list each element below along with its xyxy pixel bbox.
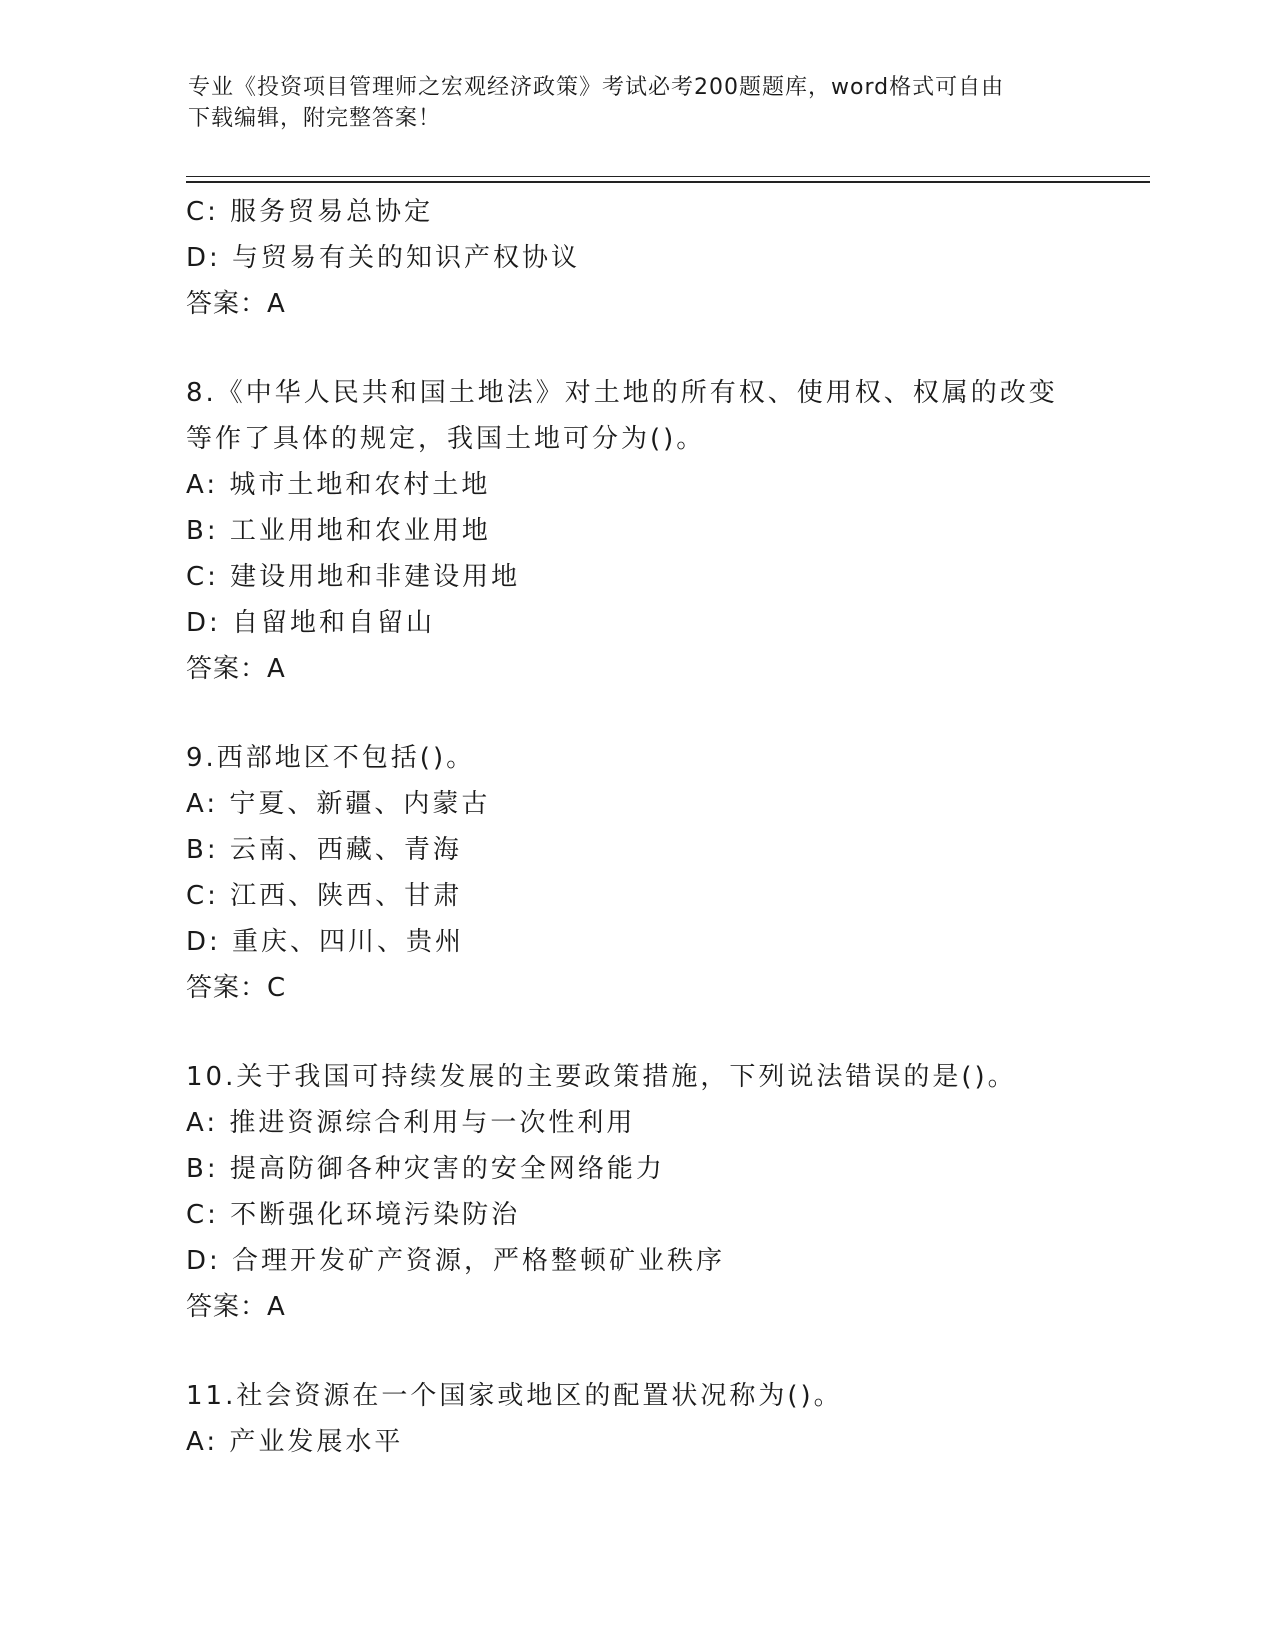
question-block-8 (186, 370, 1086, 692)
spacer (186, 1011, 1086, 1054)
option-c: C: 服务贸易总协定 (186, 197, 434, 227)
question-stem-line: 11.社会资源在一个国家或地区的配置状况称为()。 (186, 1381, 843, 1411)
answer-line: 答案：A (186, 654, 286, 684)
document-body (186, 189, 1086, 1465)
option-d: D: 合理开发矿产资源，严格整顿矿业秩序 (186, 1246, 726, 1276)
spacer (186, 327, 1086, 370)
question-stem-line: 10.关于我国可持续发展的主要政策措施，下列说法错误的是()。 (186, 1062, 1017, 1092)
header-line-1: 专业《投资项目管理师之宏观经济政策》考试必考200题题库，word格式可自由 (188, 75, 1005, 100)
question-block-10 (186, 1054, 1086, 1330)
question-stem-line: 等作了具体的规定，我国土地可分为()。 (186, 424, 706, 454)
header-line-2: 下载编辑，附完整答案！ (188, 106, 442, 131)
option-d: D: 重庆、四川、贵州 (186, 927, 465, 957)
question-stem-line: 8.《中华人民共和国土地法》对土地的所有权、使用权、权属的改变 (186, 378, 1058, 408)
option-c: C: 不断强化环境污染防治 (186, 1200, 521, 1230)
option-c: C: 建设用地和非建设用地 (186, 562, 521, 592)
spacer (186, 1330, 1086, 1373)
option-a: A: 产业发展水平 (186, 1427, 404, 1457)
document-header (188, 72, 1068, 134)
answer-line: 答案：A (186, 1292, 286, 1322)
option-b: B: 云南、西藏、青海 (186, 835, 462, 865)
option-b: B: 工业用地和农业用地 (186, 516, 491, 546)
option-d: D: 与贸易有关的知识产权协议 (186, 243, 581, 273)
answer-line: 答案：A (186, 289, 286, 319)
question-block-11 (186, 1373, 1086, 1465)
question-stem-line: 9.西部地区不包括()。 (186, 743, 476, 773)
spacer (186, 692, 1086, 735)
header-divider-thin (186, 176, 1150, 177)
header-divider-thick (186, 181, 1150, 183)
question-block-7-continued (186, 189, 1086, 327)
question-block-9 (186, 735, 1086, 1011)
option-a: A: 宁夏、新疆、内蒙古 (186, 789, 491, 819)
option-d: D: 自留地和自留山 (186, 608, 436, 638)
option-a: A: 城市土地和农村土地 (186, 470, 491, 500)
option-a: A: 推进资源综合利用与一次性利用 (186, 1108, 636, 1138)
option-c: C: 江西、陕西、甘肃 (186, 881, 463, 911)
option-b: B: 提高防御各种灾害的安全网络能力 (186, 1154, 665, 1184)
answer-line: 答案：C (186, 973, 287, 1003)
